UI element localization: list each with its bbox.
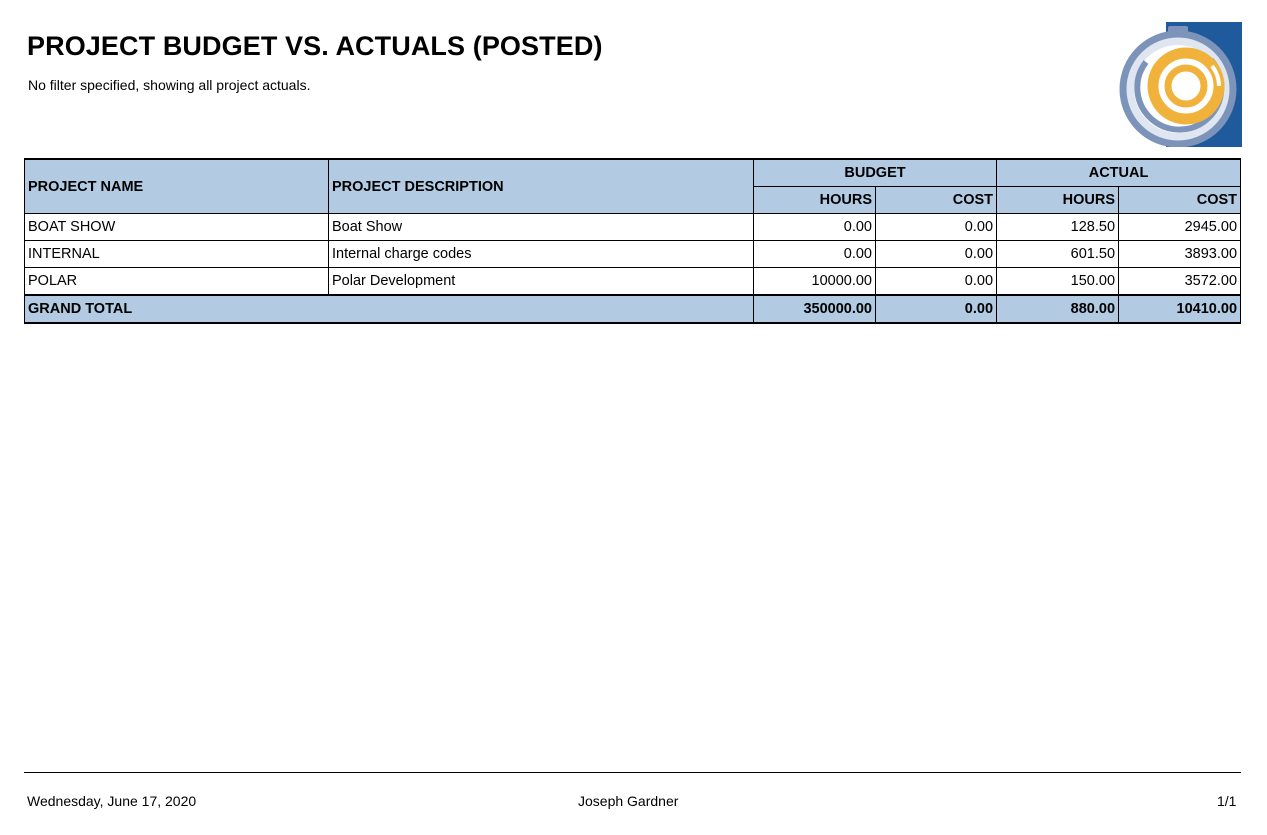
actual-cost-cell: 2945.00 [1119, 214, 1241, 241]
table-row [25, 241, 1241, 268]
actual-cost-cell: 3893.00 [1119, 241, 1241, 268]
footer-date: Wednesday, June 17, 2020 [27, 793, 197, 809]
project-name-cell: POLAR [25, 268, 329, 296]
stopwatch-logo-icon [1116, 22, 1242, 147]
budget-hours-cell: 10000.00 [754, 268, 876, 296]
budget-cost-cell: 0.00 [876, 268, 997, 296]
footer-page-number: 1/1 [1217, 793, 1237, 809]
budget-actuals-table [24, 158, 1241, 324]
grand-total-row [25, 295, 1241, 323]
budget-cost-cell: 0.00 [876, 241, 997, 268]
project-description-cell: Polar Development [329, 268, 754, 296]
col-header-budget-hours: HOURS [754, 187, 876, 214]
actual-hours-cell: 601.50 [997, 241, 1119, 268]
project-name-cell: INTERNAL [25, 241, 329, 268]
col-header-actual-hours: HOURS [997, 187, 1119, 214]
budget-hours-cell: 0.00 [754, 241, 876, 268]
col-header-project-name: PROJECT NAME [25, 159, 329, 214]
table-row [25, 268, 1241, 296]
col-group-budget: BUDGET [754, 159, 997, 187]
col-header-budget-cost: COST [876, 187, 997, 214]
actual-hours-cell: 128.50 [997, 214, 1119, 241]
actual-hours-cell: 150.00 [997, 268, 1119, 296]
project-description-cell: Boat Show [329, 214, 754, 241]
footer-user: Joseph Gardner [578, 793, 679, 809]
report-title: PROJECT BUDGET VS. ACTUALS (POSTED) [27, 31, 603, 61]
footer-divider [24, 772, 1241, 773]
budget-hours-cell: 0.00 [754, 214, 876, 241]
col-group-actual: ACTUAL [997, 159, 1241, 187]
total-actual-hours: 880.00 [997, 295, 1119, 323]
table-row [25, 214, 1241, 241]
project-name-cell: BOAT SHOW [25, 214, 329, 241]
total-budget-cost: 0.00 [876, 295, 997, 323]
grand-total-label: GRAND TOTAL [25, 295, 754, 323]
project-description-cell: Internal charge codes [329, 241, 754, 268]
total-budget-hours: 350000.00 [754, 295, 876, 323]
budget-cost-cell: 0.00 [876, 214, 997, 241]
col-header-actual-cost: COST [1119, 187, 1241, 214]
filter-description: No filter specified, showing all project actuals. [28, 77, 311, 93]
actual-cost-cell: 3572.00 [1119, 268, 1241, 296]
total-actual-cost: 10410.00 [1119, 295, 1241, 323]
col-header-project-description: PROJECT DESCRIPTION [329, 159, 754, 214]
table-header-group-row [25, 159, 1241, 187]
